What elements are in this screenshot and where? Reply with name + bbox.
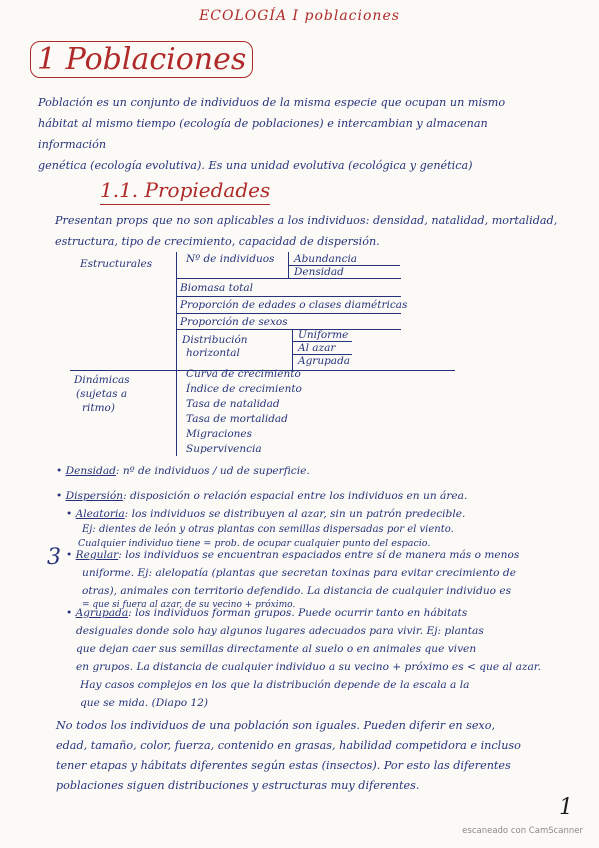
dispersion-text: : disposición o relación espacial entre los individuos en un área. bbox=[123, 490, 468, 502]
row4-bottom-line bbox=[176, 329, 401, 330]
row2-bottom-line bbox=[176, 296, 401, 297]
dispersion-label: Dispersión bbox=[65, 490, 124, 502]
section-1-line: hábitat al mismo tiempo (ecología de poblaciones) e intercambian y almacenan información bbox=[38, 117, 488, 151]
dyn-item: Migraciones bbox=[186, 428, 253, 440]
densidad-label: Densidad bbox=[65, 465, 116, 477]
dyn-item: Índice de crecimiento bbox=[186, 383, 302, 395]
section-1-line: genética (ecología evolutiva). Es una unidad evolutiva (ecológica y genética) bbox=[38, 159, 473, 172]
subbullet-aleatoria: • Aleatoria: los individuos se distribuyen al azar, sin un patrón predecible. Ej: dientes de león y otras plantas con semillas dispersadas por el viento. Cualquier individuo tiene = prob. de ocupar cualquier punto del espacio. bbox=[66, 505, 561, 550]
row-n-individuos: Nº de individuos bbox=[186, 253, 275, 265]
subbullet-regular: • Regular: los individuos se encuentran espaciados entre sí de manera más o menos uniforme. Ej: alelopatía (plantas que secretan toxinas para evitar crecimiento de otras), animales con territorio defendido. La distancia de cualquier individuo es = que si fuera al azar, de su vecino + próximo. bbox=[66, 546, 561, 611]
regular-label: Regular bbox=[75, 549, 119, 561]
section-11-paragraph bbox=[55, 210, 575, 252]
section-1-title-text: 1 Poblaciones bbox=[30, 41, 253, 78]
section-1-title bbox=[30, 42, 253, 77]
row-distribucion-b: horizontal bbox=[186, 347, 240, 359]
azar-label: Al azar bbox=[298, 342, 336, 354]
page-number: 1 bbox=[559, 795, 573, 820]
section-11-line: Presentan props que no son aplicables a los individuos: densidad, natalidad, mortalidad, bbox=[55, 214, 558, 227]
distribucion-divider bbox=[292, 330, 293, 370]
dinamicas-label-c: ritmo) bbox=[82, 402, 115, 414]
agrupada-line: en grupos. La distancia de cualquier individuo a su vecino + próximo es < que al azar. bbox=[76, 661, 542, 673]
agrupada-line: Hay casos complejos en los que la distribución depende de la escala a la bbox=[80, 679, 470, 691]
densidad-text: : nº de individuos / ud de superficie. bbox=[115, 465, 310, 477]
bullet-dispersion: • Dispersión: disposición o relación espacial entre los individuos en un área. bbox=[56, 490, 468, 502]
section-1-paragraph bbox=[38, 92, 558, 176]
aleatoria-line: Cualquier individuo tiene = prob. de ocupar cualquier punto del espacio. bbox=[78, 538, 431, 549]
dyn-item: Supervivencia bbox=[186, 443, 262, 455]
margin-number: 3 bbox=[47, 545, 61, 570]
agrupada-label: Agrupada bbox=[75, 607, 129, 619]
section-1-line: Población es un conjunto de individuos de la misma especie que ocupan un mismo bbox=[38, 96, 506, 109]
aleatoria-label: Aleatoria bbox=[75, 508, 125, 520]
scanner-watermark: escaneado con CamScanner bbox=[462, 826, 583, 836]
row3-bottom-line bbox=[176, 313, 401, 314]
closing-line: edad, tamaño, color, fuerza, contenido en grasas, habilidad competidora e incluso bbox=[56, 739, 521, 752]
closing-line: No todos los individuos de una población son iguales. Pueden diferir en sexo, bbox=[56, 719, 496, 732]
regular-line: : los individuos se encuentran espaciados entre sí de manera más o menos bbox=[118, 549, 520, 561]
regular-line: = que si fuera al azar, de su vecino + próximo. bbox=[82, 600, 296, 610]
bullet-densidad: • Densidad: nº de individuos / ud de superficie. bbox=[56, 465, 310, 477]
agrupada-label: Agrupada bbox=[298, 355, 351, 367]
agrupada-line: que dejan caer sus semillas directamente al suelo o en animales que viven bbox=[76, 643, 477, 655]
abundancia-label: Abundancia bbox=[294, 253, 358, 265]
regular-line: otras), animales con territorio defendido. La distancia de cualquier individuo es bbox=[82, 585, 512, 597]
row-distribucion-a: Distribución bbox=[182, 334, 248, 346]
page-header-title: ECOLOGÍA I poblaciones bbox=[199, 8, 400, 24]
table-bracket-vertical bbox=[176, 252, 177, 370]
agrupada-line: que se mida. (Diapo 12) bbox=[80, 697, 209, 709]
uniforme-label: Uniforme bbox=[298, 329, 349, 341]
subbullet-agrupada: • Agrupada: los individuos forman grupos. Puede ocurrir tanto en hábitats desiguales donde solo hay algunos lugares adecuados para vivir. Ej: plantas que dejan caer sus semillas directamente al suelo o en animales que viven en grupos. La distancia de cualquier individuo a su vecino + próximo es < que al azar. Hay casos complejos en los que la distribución depende de la escala a la que se mida. (Diapo 12) bbox=[66, 604, 561, 712]
dyn-item: Tasa de mortalidad bbox=[186, 413, 288, 425]
row-proporcion-edades: Proporción de edades o clases diamétricas bbox=[180, 299, 408, 311]
aleatoria-line: Ej: dientes de león y otras plantas con semillas dispersadas por el viento. bbox=[82, 524, 454, 535]
regular-line: uniforme. Ej: alelopatía (plantas que secretan toxinas para evitar crecimiento de bbox=[82, 567, 516, 579]
dyn-item: Tasa de natalidad bbox=[186, 398, 280, 410]
agrupada-line: desiguales donde solo hay algunos lugares adecuados para vivir. Ej: plantas bbox=[76, 625, 484, 637]
agrupada-line: : los individuos forman grupos. Puede ocurrir tanto en hábitats bbox=[128, 607, 468, 619]
dinamicas-label-a: Dinámicas bbox=[74, 374, 130, 386]
row-proporcion-sexos: Proporción de sexos bbox=[180, 316, 288, 328]
closing-line: tener etapas y hábitats diferentes según estas (insectos). Por esto las diferentes bbox=[56, 759, 511, 772]
aleatoria-line: : los individuos se distribuyen al azar, sin un patrón predecible. bbox=[124, 508, 466, 520]
properties-table bbox=[70, 250, 530, 460]
dinamicas-label-b: (sujetas a bbox=[76, 388, 128, 400]
dyn-item: Curva de crecimiento bbox=[186, 368, 301, 380]
closing-line: poblaciones siguen distribuciones y estructuras muy diferentes. bbox=[56, 779, 420, 792]
estructurales-label: Estructurales bbox=[80, 258, 153, 270]
dinamicas-bracket bbox=[176, 370, 177, 456]
section-11-line: estructura, tipo de crecimiento, capacidad de dispersión. bbox=[55, 235, 380, 248]
densidad-label: Densidad bbox=[294, 266, 344, 278]
section-11-title bbox=[100, 178, 270, 202]
row1-bottom-line bbox=[176, 278, 401, 279]
row-biomasa: Biomasa total bbox=[180, 282, 253, 294]
closing-paragraph bbox=[56, 716, 556, 796]
section-11-title-text: 1.1. Propiedades bbox=[100, 178, 270, 205]
